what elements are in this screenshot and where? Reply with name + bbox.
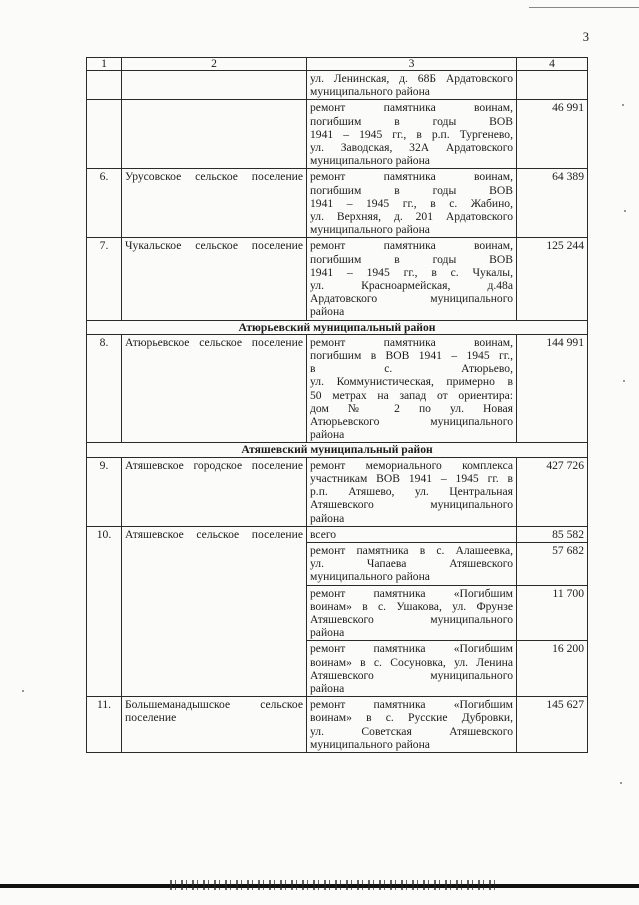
table-row xyxy=(87,238,588,320)
description-line: воинам» в с. Русские Дубровки, xyxy=(310,711,513,725)
table-row xyxy=(87,334,588,443)
scan-dot xyxy=(620,782,622,784)
row-number: 9. xyxy=(87,457,122,526)
description-line: ул. Чапаева Атяшевского xyxy=(310,557,513,571)
district-name: Атюрьевский муниципальный район xyxy=(87,320,588,334)
description-line: воинам» в с. Сосуновка, ул. Ленина xyxy=(310,655,513,669)
settlement-name: Атяшевское городское поселение xyxy=(122,457,307,526)
work-description xyxy=(307,697,517,753)
description-line: 1941 – 1945 гг., в с. Чукалы, xyxy=(310,265,513,279)
district-header-row xyxy=(87,443,588,457)
work-description xyxy=(307,238,517,320)
table-row xyxy=(87,169,588,238)
column-header: 1 xyxy=(87,58,122,71)
page-number: 3 xyxy=(582,30,589,44)
row-number: 7. xyxy=(87,238,122,320)
settlement-name: Урусовское сельское поселение xyxy=(122,169,307,238)
description-line: муниципального района xyxy=(310,737,430,751)
description-line: муниципального района xyxy=(310,223,430,237)
description-line: в с. Атюрьево, xyxy=(310,362,513,376)
row-number xyxy=(87,71,122,100)
table-body xyxy=(87,71,588,753)
amount-value xyxy=(517,71,588,100)
scan-dot xyxy=(624,210,626,212)
description-line: ремонт памятника воинам, xyxy=(310,239,513,253)
description-line: погибшим в годы ВОВ xyxy=(310,252,513,266)
row-number: 10. xyxy=(87,526,122,696)
work-description xyxy=(307,334,517,443)
scan-edge-line xyxy=(529,7,639,8)
description-line: Ардатовского муниципального xyxy=(310,292,513,306)
description-line: ул. Коммунистическая, примерно в xyxy=(310,375,513,389)
column-header: 3 xyxy=(307,58,517,71)
scan-dot xyxy=(22,690,24,692)
description-line: ремонт памятника «Погибшим xyxy=(310,642,513,656)
amount-value: 11 700 xyxy=(517,585,588,641)
work-description xyxy=(307,100,517,169)
work-description xyxy=(307,641,517,697)
work-description xyxy=(307,585,517,641)
district-header-row xyxy=(87,320,588,334)
settlement-name xyxy=(122,71,307,100)
scan-footer-marks xyxy=(170,880,500,890)
description-line: района xyxy=(310,626,345,640)
description-line: всего xyxy=(310,527,337,541)
district-name: Атяшевский муниципальный район xyxy=(87,443,588,457)
amount-value: 64 389 xyxy=(517,169,588,238)
description-line: района xyxy=(310,681,345,695)
work-description xyxy=(307,457,517,526)
row-number: 6. xyxy=(87,169,122,238)
description-line: Атяшевского муниципального xyxy=(310,668,513,682)
description-line: погибшим в годы ВОВ xyxy=(310,183,513,197)
description-line: погибшим в ВОВ 1941 – 1945 гг., xyxy=(310,349,513,363)
amount-value: 144 991 xyxy=(517,334,588,443)
description-line: района xyxy=(310,428,345,442)
description-line: р.п. Атяшево, ул. Центральная xyxy=(310,485,513,499)
description-line: ремонт мемориального комплекса xyxy=(310,458,513,472)
description-line: ул. Советская Атяшевского xyxy=(310,724,513,738)
amount-value: 85 582 xyxy=(517,526,588,542)
description-line: Атюрьевского муниципального xyxy=(310,415,513,429)
description-line: района xyxy=(310,305,345,319)
description-line: Атяшевского муниципального xyxy=(310,612,513,626)
work-description xyxy=(307,169,517,238)
description-line: дом № 2 по ул. Новая xyxy=(310,401,513,415)
row-number xyxy=(87,100,122,169)
row-number: 11. xyxy=(87,697,122,753)
description-line: муниципального района xyxy=(310,154,430,168)
description-line: района xyxy=(310,511,345,525)
description-line: участникам ВОВ 1941 – 1945 гг. в xyxy=(310,471,513,485)
table-row xyxy=(87,100,588,169)
table-row xyxy=(87,71,588,100)
settlement-name: Большеманадышское сельское поселение xyxy=(122,697,307,753)
table-header-row xyxy=(87,58,588,71)
scan-dot xyxy=(623,380,625,382)
settlement-name: Атюрьевское сельское поселение xyxy=(122,334,307,443)
description-line: ремонт памятника воинам, xyxy=(310,170,513,184)
row-number: 8. xyxy=(87,334,122,443)
description-line: 1941 – 1945 гг., в р.п. Тургенево, xyxy=(310,127,513,141)
settlement-name: Атяшевское сельское поселение xyxy=(122,526,307,696)
description-line: ул. Верхняя, д. 201 Ардатовского xyxy=(310,210,513,224)
description-line: ремонт памятника в с. Алашеевка, xyxy=(310,543,513,557)
description-line: воинам» в с. Ушакова, ул. Фрунзе xyxy=(310,599,513,613)
description-line: 50 метрах на запад от ориентира: xyxy=(310,388,513,402)
scan-dot xyxy=(622,104,624,106)
amount-value: 125 244 xyxy=(517,238,588,320)
amount-value: 46 991 xyxy=(517,100,588,169)
amount-value: 145 627 xyxy=(517,697,588,753)
column-header: 2 xyxy=(122,58,307,71)
settlement-name xyxy=(122,100,307,169)
description-line: ремонт памятника воинам, xyxy=(310,335,513,349)
amount-value: 427 726 xyxy=(517,457,588,526)
work-description xyxy=(307,71,517,100)
description-line: ремонт памятника «Погибшим xyxy=(310,698,513,712)
work-description xyxy=(307,542,517,585)
work-description xyxy=(307,526,517,542)
description-line: Атяшевского муниципального xyxy=(310,498,513,512)
description-line: муниципального района xyxy=(310,85,430,99)
description-line: 1941 – 1945 гг., в с. Жабино, xyxy=(310,196,513,210)
description-line: ул. Заводская, 32А Ардатовского xyxy=(310,141,513,155)
description-line: ул. Красноармейская, д.48а xyxy=(310,279,513,293)
description-line: ремонт памятника «Погибшим xyxy=(310,586,513,600)
description-line: ремонт памятника воинам, xyxy=(310,101,513,115)
settlement-name: Чукальское сельское поселение xyxy=(122,238,307,320)
funding-table xyxy=(86,57,588,753)
column-header: 4 xyxy=(517,58,588,71)
table-row xyxy=(87,457,588,526)
table-row xyxy=(87,526,588,542)
table-row xyxy=(87,697,588,753)
description-line: ул. Ленинская, д. 68Б Ардатовского xyxy=(310,72,513,85)
amount-value: 57 682 xyxy=(517,542,588,585)
amount-value: 16 200 xyxy=(517,641,588,697)
description-line: погибшим в годы ВОВ xyxy=(310,114,513,128)
description-line: муниципального района xyxy=(310,570,430,584)
